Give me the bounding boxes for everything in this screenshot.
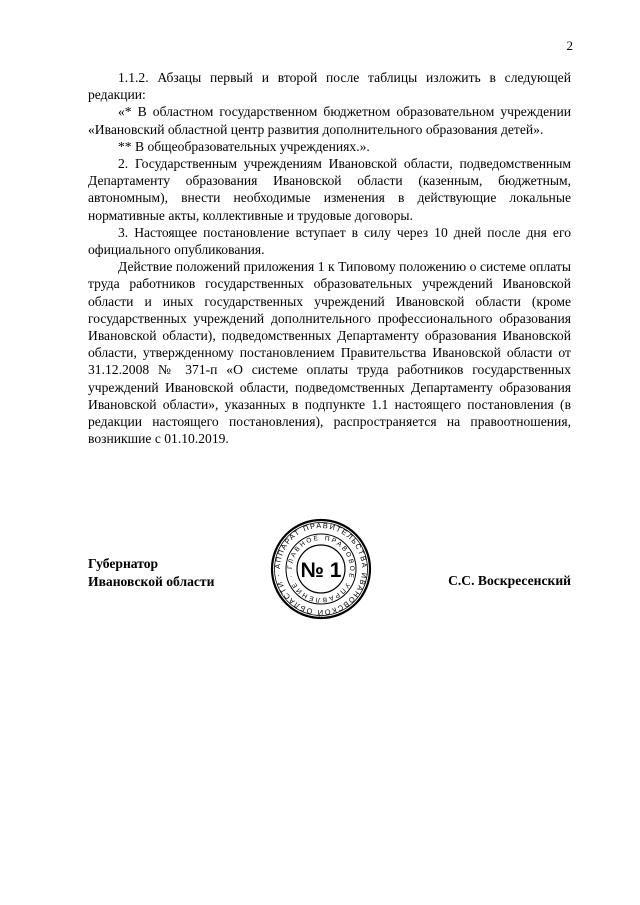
signatory-position: [88, 555, 214, 590]
paragraph-1-1-2: 1.1.2. Абзацы первый и второй после таблицы изложить в следующей редакции:: [88, 70, 571, 103]
signatory-name: С.С. Воскресенский: [448, 573, 571, 588]
seal-number: № 1: [300, 559, 342, 582]
document-body: [88, 69, 571, 447]
paragraph-footnote-1: «* В областном государственном бюджетном образовательном учреждении «Ивановский областной центр развития дополнительного образования детей».: [88, 104, 571, 137]
paragraph-effect: Действие положений приложения 1 к Типовому положению о системе оплаты труда работников государственных образовательных учреждений Ивановской области и иных государственных учреждений Ивановской области (кроме государственных учреждений дополнительного профессионального образования Ивановской области), подведомственных Департаменту образования Ивановской области, утвержденному постановлением Правительства Ивановской области от 31.12.2008 № 371-п «О системе оплаты труда работников государственных учреждений Ивановской области, подведомственных Департаменту образования Ивановской области», указанных в подпункте 1.1 настоящего постановления (в редакции настоящего постановления), распространяется на правоотношения, возникшие с 01.10.2019.: [88, 259, 571, 447]
paragraph-item-3: 3. Настоящее постановление вступает в силу через 10 дней после дня его официального опубликования.: [88, 224, 571, 258]
signatory-position-line-1: Губернатор: [88, 556, 159, 571]
seal-inner-text: ГЛАВНОЕ ПРАВОВОЕ УПРАВЛЕНИЕ ·: [286, 534, 356, 604]
page-number: 2: [566, 38, 573, 53]
official-seal: [270, 518, 372, 620]
seal-graphic: [270, 518, 372, 620]
paragraph-item-2: 2. Государственным учреждениям Ивановской области, подведомственным Департаменту образования Ивановской области (казенным, бюджетным, автономным), внести необходимые изменения в действующие локальные нормативные акты, коллективные и трудовые договоры.: [88, 156, 571, 223]
paragraph-footnote-2: ** В общеобразовательных учреждениях.».: [118, 138, 370, 154]
signatory-position-line-2: Ивановской области: [88, 573, 215, 589]
seal-outer-text: АППАРАТ ПРАВИТЕЛЬСТВА ИВАНОВСКОЙ ОБЛАСТИ ·: [272, 520, 370, 618]
